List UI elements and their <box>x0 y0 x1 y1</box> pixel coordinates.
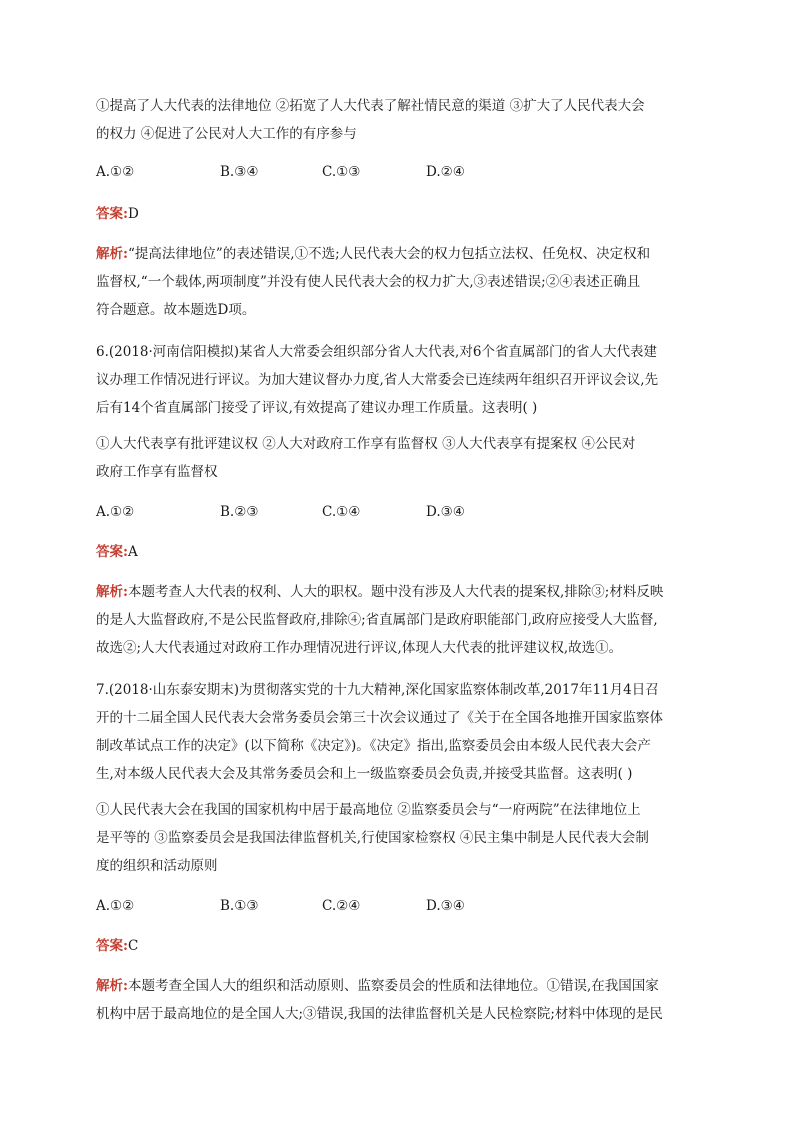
question-line: 开的十二届全国人民代表大会常务委员会第三十次会议通过了《关于在全国各地推开国家监察体 <box>96 710 663 726</box>
statement-line: ①提高了人大代表的法律地位 ②拓宽了人大代表了解社情民意的渠道 ③扩大了人民代表大会 <box>96 98 645 114</box>
option-b: B.③④ <box>220 164 259 180</box>
answer-label: 答案: <box>96 206 128 222</box>
question-line: 7.(2018·山东泰安期末)为贯彻落实党的十九大精神,深化国家监察体制改革,2017年11月4日召 <box>96 682 659 698</box>
statement-line: 度的组织和活动原则 <box>96 858 218 874</box>
analysis-label: 解析: <box>96 584 128 600</box>
analysis-line: 机构中居于最高地位的是全国人大;③错误,我国的法律监督机关是人民检察院;材料中体现的是民 <box>96 1006 663 1022</box>
q5-analysis <box>96 240 696 324</box>
option-d: D.②④ <box>426 164 465 180</box>
option-d: D.③④ <box>426 504 465 520</box>
answer-value: C <box>127 938 139 954</box>
analysis-label: 解析: <box>96 978 128 994</box>
option-c: C.①③ <box>322 164 361 180</box>
q5-answer <box>96 200 139 228</box>
answer-value: A <box>127 544 138 560</box>
question-line: 生,对本级人民代表大会及其常务委员会和上一级监察委员会负责,并接受其监督。这表明( ) <box>96 766 633 782</box>
q5-statements <box>96 92 696 148</box>
option-a: A.①② <box>96 164 135 180</box>
statement-line: 是平等的 ③监察委员会是我国法律监督机关,行使国家检察权 ④民主集中制是人民代表大会制 <box>96 830 649 846</box>
analysis-text: 本题考查全国人大的组织和活动原则、监察委员会的性质和法律地位。①错误,在我国国家 <box>127 978 659 994</box>
q7-question <box>96 676 696 788</box>
option-a: A.①② <box>96 898 135 914</box>
q7-options <box>96 892 696 920</box>
statement-line: 政府工作享有监督权 <box>96 464 218 480</box>
q5-options <box>96 158 696 186</box>
q6-options <box>96 498 696 526</box>
question-line: 后有14个省直属部门接受了评议,有效提高了建议办理工作质量。这表明( ) <box>96 400 538 416</box>
q7-statements <box>96 796 696 880</box>
analysis-line <box>96 240 696 268</box>
statement-line: ①人民代表大会在我国的国家机构中居于最高地位 ②监察委员会与“一府两院”在法律地位上 <box>96 802 641 818</box>
q6-answer <box>96 538 138 566</box>
option-a: A.①② <box>96 504 135 520</box>
analysis-line <box>96 578 696 606</box>
analysis-line: 监督权,“一个载体,两项制度”并没有使人民代表大会的权力扩大,③表述错误;②④表述正确且 <box>96 274 641 290</box>
question-line: 制改革试点工作的决定》(以下简称《决定》)。《决定》指出,监察委员会由本级人民代表大会产 <box>96 738 651 754</box>
option-b: B.②③ <box>220 504 259 520</box>
q7-answer <box>96 932 138 960</box>
option-b: B.①③ <box>220 898 259 914</box>
question-line: 议办理工作情况进行评议。为加大建议督办力度,省人大常委会已连续两年组织召开评议会议,先 <box>96 372 659 388</box>
question-line: 6.(2018·河南信阳模拟)某省人大常委会组织部分省人大代表,对6个省直属部门的省人大代表建 <box>96 344 657 360</box>
analysis-line: 的是人大监督政府,不是公民监督政府,排除④;省直属部门是政府职能部门,政府应接受人大监督, <box>96 612 658 628</box>
answer-label: 答案: <box>96 938 128 954</box>
analysis-line: 故选②;人大代表通过对政府工作办理情况进行评议,体现人大代表的批评建议权,故选①。 <box>96 640 623 656</box>
statement-line: 的权力 ④促进了公民对人大工作的有序参与 <box>96 126 357 142</box>
analysis-line: 符合题意。故本题选D项。 <box>96 302 256 318</box>
analysis-label: 解析: <box>96 246 128 262</box>
analysis-text: 本题考查人大代表的权利、人大的职权。题中没有涉及人大代表的提案权,排除③;材料反映 <box>127 584 664 600</box>
analysis-text: “提高法律地位”的表述错误,①不选;人民代表大会的权力包括立法权、任免权、决定权和 <box>127 246 651 262</box>
answer-value: D <box>127 206 139 222</box>
q6-statements <box>96 430 696 486</box>
analysis-line <box>96 972 696 1000</box>
q6-analysis <box>96 578 696 662</box>
option-d: D.③④ <box>426 898 465 914</box>
option-c: C.②④ <box>322 898 361 914</box>
statement-line: ①人大代表享有批评建议权 ②人大对政府工作享有监督权 ③人大代表享有提案权 ④公民对 <box>96 436 636 452</box>
option-c: C.①④ <box>322 504 361 520</box>
q7-analysis <box>96 972 696 1028</box>
answer-label: 答案: <box>96 544 128 560</box>
q6-question <box>96 338 696 422</box>
